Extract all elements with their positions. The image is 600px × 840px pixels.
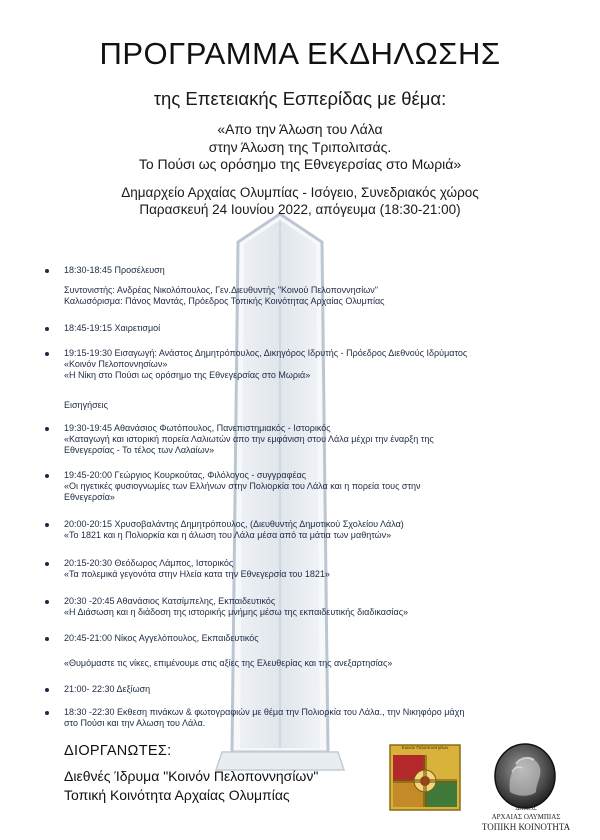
bullet-icon [45, 637, 49, 641]
program-item-line: «Καταγωγή και ιστορική πορεία Λαλιωτών απο την εμφάνιση στου Λάλα μέχρι την έναρξη της [64, 434, 434, 444]
venue-line: Δημαρχείο Αρχαίας Ολυμπίας - Ισόγειο, Συνεδριακός χώρος [121, 185, 479, 200]
program-item-line: «Κοινόν Πελοποννησίων» [64, 359, 168, 369]
bullet-icon [45, 711, 49, 715]
program-item-line: 21:00- 22:30 Δεξίωση [64, 684, 151, 694]
program-item-line: 20:45-21:00 Νίκος Αγγελόπουλος, Εκπαιδευτικός [64, 633, 259, 643]
program-item-line: «Τα πολεμικά γεγονότα στην Ηλεία κατα την Εθνεγερσία του 1821» [64, 569, 330, 579]
program-item-line: Εθνεγερσία» [64, 492, 115, 502]
crest-logo-icon [389, 744, 461, 811]
program-item-line: «Η Νίκη στο Πούσι ως ορόσημο της Εθνεγερσίας στο Μωριά» [64, 370, 311, 380]
program-item-line: 19:30-19:45 Αθανάσιος Φωτόπουλος, Πανεπιστημιακός - Ιστορικός [64, 423, 331, 433]
organizers-label: ΔΙΟΡΓΑΝΩΤΕΣ: [64, 743, 172, 759]
venue-line: Παρασκευή 24 Ιουνίου 2022, απόγευμα (18:30-21:00) [139, 202, 461, 217]
program-item-line: «Η Διάσωση και η διάδοση της ιστορικής μνήμης μέσω της εκπαιδευτικής διαδικασίας» [64, 607, 409, 617]
coin-caption-line: ΔΗΜΟΣ [515, 806, 537, 812]
bullet-icon [45, 600, 49, 604]
program-item-line: Καλωσόρισμα: Πάνος Μαντάς, Πρόεδρος Τοπικής Κοινότητας Αρχαίας Ολυμπίας [64, 296, 385, 306]
bullet-icon [45, 474, 49, 478]
theme-line: «Απο την Άλωση του Λάλα [217, 121, 383, 137]
theme-line: στην Άλωση της Τριπολιτσάς. [208, 138, 392, 155]
program-item-line: «Το 1821 και η Πολιορκία και η άλωση του Λάλα μέσα από τα μάτια των μαθητών» [64, 530, 392, 540]
coin-caption-line: ΑΡΧΑΙΑΣ ΟΛΥΜΠΙΑΣ [491, 813, 561, 821]
bullet-icon [45, 688, 49, 692]
bullet-icon [45, 427, 49, 431]
program-item-line: Εθνεγερσίας - Το τέλος των Λαλαίων» [64, 445, 215, 455]
program-item-line: Εισηγήσεις [64, 400, 108, 410]
program-item-line: 18:30 -22:30 Εκθεση πινάκων & φωτογραφιών με θέμα την Πολιορκία του Λάλα., την Νικηφόρο μάχη [64, 707, 465, 717]
coin-caption-line: ΤΟΠΙΚΗ ΚΟΙΝΟΤΗΤΑ [481, 822, 571, 832]
program-item-line: «Θυμόμαστε τις νίκες, επιμένουμε στις αξίες της Ελευθερίας και της ανεξαρτησίας» [64, 658, 393, 668]
page-title: ΠΡΟΓΡΑΜΜΑ ΕΚΔΗΛΩΣΗΣ [99, 36, 501, 71]
program-item-line: 19:15-19:30 Εισαγωγή: Ανάστος Δημητρόπουλος, Δικηγόρος Ιδρυτής - Πρόεδρος Διεθνούς Ιδρύματος [64, 348, 468, 358]
bullet-icon [45, 562, 49, 566]
program-item-line: 20:00-20:15 Χρυσοβαλάντης Δημητρόπουλος, (Διευθυντής Δημοτικού Σχολείου Λάλα) [64, 519, 404, 529]
program-item-line: 19:45-20:00 Γεώργιος Κουρκούτας, Φιλόλογος - συγγραφέας [64, 470, 307, 480]
organizer-line: Διεθνές Ίδρυμα "Κοινόν Πελοποννησίων" [64, 768, 319, 784]
program-item-line: «Οι ηγετικές φυσιογνωμίες των Ελλήνων στην Πολιορκία του Λάλα και η πορεία τους στην [64, 481, 421, 491]
coin-logo-icon [492, 742, 558, 812]
theme-line: Το Πούσι ως ορόσημο της Εθνεγερσίας στο Μωριά» [138, 156, 462, 172]
bullet-icon [45, 269, 49, 273]
bullet-icon [45, 352, 49, 356]
program-item-line: 20:15-20:30 Θεόδωρος Λάμπος, Ιστορικός [64, 558, 234, 568]
bullet-icon [45, 327, 49, 331]
organizer-line: Τοπική Κοινότητα Αρχαίας Ολυμπίας [64, 787, 290, 803]
program-item-line: στο Πούσι και την Αλωση του Λάλα. [64, 718, 206, 728]
program-item-line: 18:30-18:45 Προσέλευση [64, 265, 165, 275]
page-subtitle: της Επετειακής Εσπερίδας με θέμα: [153, 88, 447, 109]
bullet-icon [45, 523, 49, 527]
crest-caption: Κοινόν Πελοποννησίων [401, 745, 449, 750]
program-item-line: 20:30 -20:45 Αθανάσιος Κατσίμπελης, Εκπαιδευτικός [64, 596, 276, 606]
program-item-line: Συντονιστής: Ανδρέας Νικολόπουλος, Γεν.Διευθυντής "Κοινού Πελοποννησίων" [64, 285, 378, 295]
program-item-line: 18:45-19:15 Χαιρετισμοί [64, 323, 161, 333]
